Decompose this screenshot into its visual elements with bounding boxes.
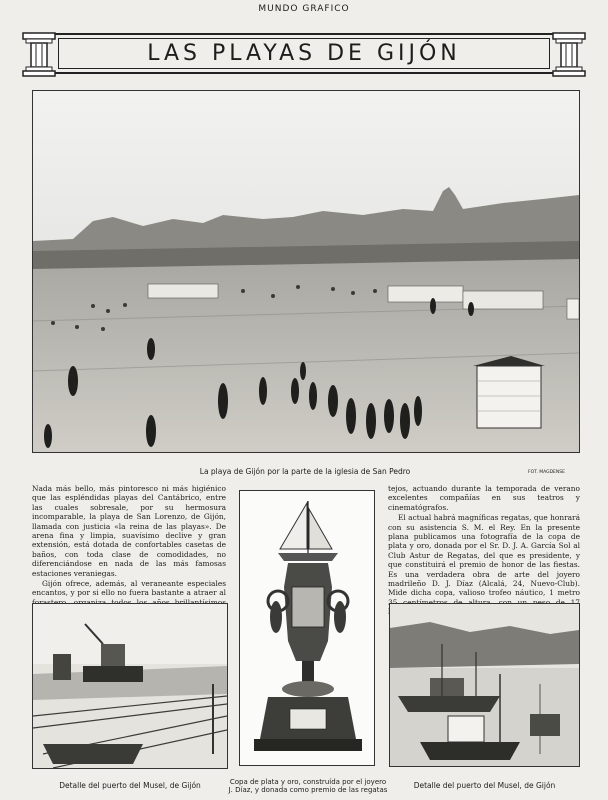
harbour-photo-right <box>389 603 580 767</box>
paragraph-3: tejos, actuando durante la temporada de verano excelentes compañías en sus teatros y cinematógrafos. <box>388 484 580 512</box>
trophy-photo <box>239 490 375 766</box>
harbour-photo-left <box>32 603 228 769</box>
main-photo-caption: La playa de Gijón por la parte de la iglesia de San Pedro <box>199 467 411 476</box>
page-title: LAS PLAYAS DE GIJÓN <box>58 38 550 69</box>
left-photo-caption: Detalle del puerto del Musel, de Gijón <box>59 781 201 790</box>
right-column-ornament <box>552 31 586 77</box>
left-column-ornament <box>22 31 56 77</box>
masthead: MUNDO GRAFICO <box>258 4 350 14</box>
paragraph-2: Gijón ofrece, además, al veraneante especiales encantos, y por si ello no fuera bastante a atraer al <box>32 579 226 598</box>
trophy-caption: Copa de plata y oro, construída por el joyero J. Díaz, y donada como premio de las regatas <box>228 778 388 794</box>
paragraph-4: El actual habrá magníficas regatas, que honrará con su asistencia S. M. el Rey. En la presente plana publicamos una fotografía de la copa de plata y oro, donada por el Sr. D. J. A. García Sol al Club Astur de Regatas, del que es presidente, y que constituirá el premio de honor de las fiestas. Es una verdadera obra de arte del joyero madrileño D. J. Díaz (Alcalá, 24, Nuevo-Club). Mide dicha copa, valioso trofeo náutico, 1 metro <box>388 513 580 598</box>
article-column-2 <box>388 484 580 618</box>
right-photo-caption: Detalle del puerto del Musel, de Gijón <box>413 781 556 790</box>
title-banner <box>24 33 584 74</box>
beach-photo <box>32 90 580 453</box>
article-column-1 <box>32 484 226 618</box>
paragraph-1: Nada más bello, más pintoresco ni más higiénico que las espléndidas playas del Cantábrico, entre las cuales sobresale, por su hermosura incomparable, la playa de San Lorenzo, de Gijón, llamada con justicia «la reina de las playas». De arena fina y limpia, suavísimo declive y gran extensión, está dotada de confortables casetas de baños, con toda clase de comodidades, no diferenciándose en nada de las más famosas estaciones veraniegas. <box>32 484 226 578</box>
photo-credit: FOT. MAGDENSE <box>528 470 565 475</box>
